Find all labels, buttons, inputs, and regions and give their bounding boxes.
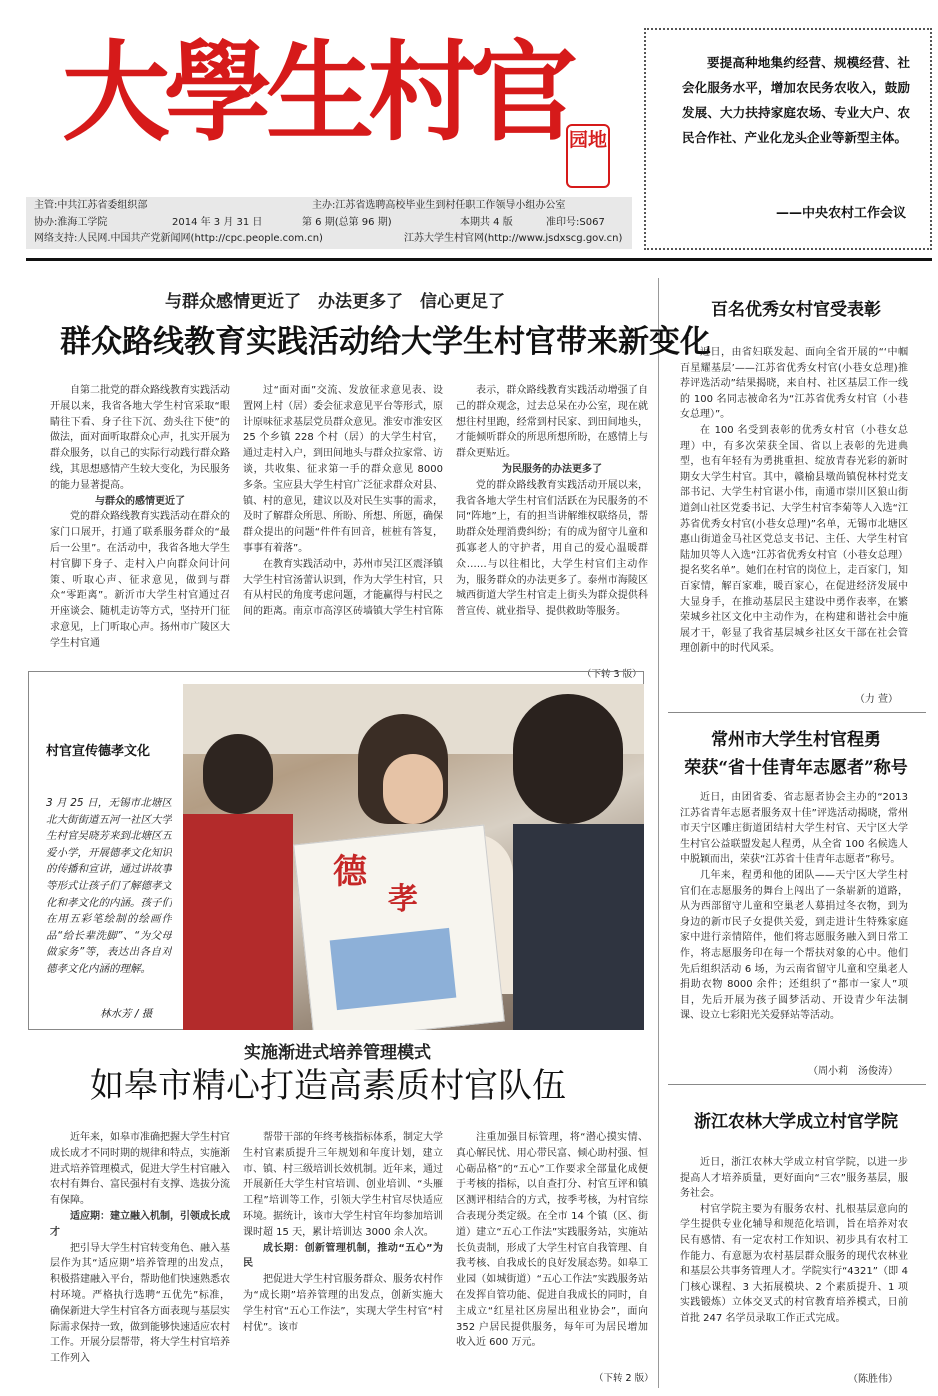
- second-column-1: [50, 1130, 230, 1378]
- lead-title: 群众路线教育实践活动给大学生村官带来新变化: [60, 324, 711, 360]
- sponsor-left: 主管:中共江苏省委组织部: [34, 200, 148, 211]
- poster-char: 孝: [388, 882, 418, 917]
- paragraph: 近日，由省妇联发起、面向全省开展的“‘中帼百星耀基层’——江苏省优秀女村官(小巷女总理)推荐评选活动”结果揭晓，来自村、社区基层工作一线的 100 名同志被命名为“江苏省优秀女村官（小巷女总理）”。: [680, 347, 908, 421]
- paragraph: 注重加强目标管理，将“潜心摸实情、真心解民忧、用心带民富、倾心助村强、恒心砺品格”的“五心”工作要求全部量化成便于考核的指标，以自查打分、村官互评和镇区测评相结合的方式，按季考核，为村官综合表现分类定级。在全市 14 个镇（区、街道）建立“五心工作法”实践服务站，实施站长负责制，形成了大学生村官自我管理、自我考核、自我成长的良好发展态势。如皋工业园（如城街道）“五心工作法”实践服务站在发挥自管功能、促进自我成长的同时，自主成立“红星社区房屋出租业协会”，面向 352 户居民提供服务，每年可为居民增加收入近 600 万元。: [456, 1132, 648, 1349]
- section-heading: 成长期：创新管理机制，推动“五心”为民: [243, 1242, 443, 1270]
- poster-char: 德: [333, 852, 367, 892]
- paragraph: 把引导大学生村官转变角色、融入基层作为其“适应期”培养管理的出发点，积极搭建融入平台，帮助他们快速熟悉农村环境。严格执行选聘“五优先”标准，确保新进大学生村官各方面表现与基层实际需求保持一致，做到能够快速适应农村工作。开展分层帮带，将大学生村官培养工作列入: [50, 1242, 230, 1365]
- paragraph: 表示，群众路线教育实践活动增强了自己的群众观念，过去总呆在办公室，现在就想往村里跑，经常到村民家、到田间地头，才能倾听群众的所思所想所盼，在感情上与群众更贴近。: [456, 385, 648, 460]
- paragraph: 自第二批党的群众路线教育实践活动开展以来，我省各地大学生村官采取“眼睛往下看、身子往下沉、劲头往下使”的做法，面对面听取群众心声，扎实开展为群众服务，以自己的实际行动践行群众路线，其思想感情产生较大变化，为民服务的能力显著提高。: [50, 385, 230, 491]
- poster-drawing: [330, 928, 457, 1010]
- assist-org: 协办:淮海工学院: [34, 217, 108, 228]
- right-article-1-credit: （力 萱）: [854, 694, 898, 705]
- web-support-left: 网络支持:人民网.中国共产党新闻网(http://cpc.people.com.cn): [34, 233, 323, 244]
- paragraph: 近年来，如皋市准确把握大学生村官成长成才不同时期的规律和特点，实施渐进式培养管理模式，促进大学生村官融入农村有舞台、富民强村有支撑、选拔分流有保障。: [50, 1132, 230, 1207]
- child-jacket: [183, 814, 293, 1030]
- child-figure: [203, 734, 273, 814]
- lead-subtitle: 与群众感情更近了 办法更多了 信心更足了: [165, 292, 505, 312]
- lead-column-3: [456, 383, 648, 665]
- section-heading: 与群众的感情更近了: [95, 495, 185, 507]
- paragraph: 党的群众路线教育实践活动开展以来，我省各地大学生村官们活跃在为民服务的不同“阵地”上，有的担当讲解维权联络员，帮助群众处理消费纠纷；有的成为留守儿童和孤寡老人的守护者，用自己的爱心温暖群众……与以往相比，大学生村官们主动作为，服务群众的办法更多了。泰州市海陵区城西街道大学生村官走上街头为群众提供科普宣传、就业指导、提供救助等服务。: [456, 479, 648, 618]
- right-article-2-title-line-1: 常州市大学生村官程勇: [711, 730, 881, 750]
- paragraph: 近日，由团省委、省志愿者协会主办的“2013 江苏省青年志愿者服务双十佳”评选活动揭晓，常州市天宁区雕庄街道团结村大学生村官、天宁区大学生村官公益联盟发起人程勇，从全省 100 名候选人中脱颖而出，荣获“江苏省十佳青年志愿者”称号。: [680, 792, 908, 866]
- paragraph: 在教育实践活动中，苏州市吴江区震泽镇大学生村官汤蕾认识到，作为大学生村官，只有从村民的角度考虑问题，才能赢得与村民之间的距离。南京市高淳区砖墙镇大学生村官陈: [243, 558, 443, 618]
- lead-column-2: [243, 383, 443, 665]
- divider: [668, 712, 926, 713]
- teacher-face: [383, 754, 443, 824]
- web-support-right: 江苏大学生村官网(http://www.jsdxscg.gov.cn): [404, 233, 623, 244]
- right-article-2-body: [680, 790, 908, 1058]
- second-subtitle: 实施渐进式培养管理模式: [244, 1043, 431, 1063]
- masthead-title: 大學生村官: [62, 30, 573, 156]
- right-article-3-credit: （陈胜伟）: [848, 1374, 898, 1385]
- section-heading: 适应期：建立融入机制，引领成长成才: [50, 1210, 230, 1238]
- right-article-2-title-line-2: 荣获“省十佳青年志愿者”称号: [684, 758, 908, 778]
- right-article-2-credit: （周小莉 汤俊涛）: [808, 1066, 898, 1077]
- paragraph: 把促进大学生村官服务群众、服务农村作为“成长期”培养管理的出发点，创新实施大学生村官“五心工作法”，实现大学生村官“村村优”。该市: [243, 1274, 443, 1333]
- paragraph: 几年来，程勇和他的团队——天宁区大学生村官们在志愿服务的舞台上闯出了一条崭新的道路，从为西部留守儿童和空巢老人募捐过冬衣物，到为身边的新市民子女提供关爱，到走进计生特殊家庭家中进行亲情陪伴，他们将志愿服务融入到日常工作，将志愿服务印在每一个帮扶对象的心中。他们先后组织活动 6 场，为云南省留守儿童和空巢老人捐助衣物 8000 余件；还组织了“都市一家人”项目，先后开展为孩子圆梦活动、开设青少年法制课、设立七彩阳光关爱驿站等活动。: [680, 869, 908, 1022]
- section-heading: 为民服务的办法更多了: [502, 463, 602, 475]
- paragraph: 村官学院主要为有服务农村、扎根基层意向的学生提供专业化辅导和规范化培训，旨在培养对农民有感情、有一定农村工作知识、初步具有农村工作能力、有意愿为农村基层群众服务的现代农林业和基层公共事务管理人才。学院实行“4321”（即 4 门核心课程、3 大拓展模块、2 个素质提升、1 项实践锻炼）立体交叉式的村官教育培养模式，日前首批 247 名学员录取工作正式完成。: [680, 1203, 908, 1324]
- paragraph: 帮带干部的年终考核指标体系，制定大学生村官素质提升三年规划和年度计划，建立市、镇、村三级培训长效机制。近年来，通过开展新任大学生村官培训、创业培训、“头雁工程”培训等工作，引领大学生村官尽快适应环境。据统计，该市大学生村官年均参加培训课时超 15 天，累计培训达 3000 余人次。: [243, 1132, 443, 1238]
- paragraph: 近日，浙江农林大学成立村官学院，以进一步提高人才培养质量，更好面向“三农”服务基层，服务社会。: [680, 1157, 908, 1200]
- paragraph: 过“面对面”交流、发放征求意见表、设置网上村（居）委会征求意见平台等形式，原计原味征求基层党员群众意见。淮安市淮安区 25 个乡镇 228 个村（居）的大学生村官，通过走村入户，到田间地头与群众拉家常、访谈，共收集、征求第一手的群众意见 8000 多条。宝应县大学生村官广泛征求群众对县、镇、村的意见，建议以及对民生实事的需求，及时了解群众所思、所盼、所想、所愿，确保群众提出的问题“件件有回音，桩桩有答复，事事有着落”。: [243, 385, 443, 554]
- second-column-3: [456, 1130, 648, 1366]
- second-title: 如皋市精心打造高素质村官队伍: [90, 1066, 566, 1106]
- issue-number: 第 6 期(总第 96 期): [302, 217, 392, 228]
- right-article-1-body: [680, 345, 908, 685]
- right-article-3-body: [680, 1155, 908, 1363]
- right-article-1-title: 百名优秀女村官受表彰: [711, 300, 881, 320]
- masthead-stamp: 园地: [566, 124, 610, 188]
- divider: [668, 1084, 926, 1085]
- child-jacket: [513, 824, 644, 1030]
- photo-feature-title: 村官宣传德孝文化: [46, 744, 151, 759]
- paragraph: 在 100 名受到表彰的优秀女村官（小巷女总理）中，有多次荣获全国、省以上表彰的先进典型，也有年轻有为勇挑重担、绽放青春光彩的新时期女大学生村官。其中，赣榆县墩尚镇倪林村党支部书记、大学生村官谌小伟，南通市崇川区狼山街道剑山社区党委书记、大学生村官李菊等人入选“江苏省优秀女村官(小巷女总理)”名单，无锡市北塘区惠山街道金马社区党总支书记、主任、大学生村官陆加贝等人入选“江苏省优秀女村官（小巷女总理）提名奖名单”。她们在村官的岗位上，走百家门，知百家情，解百家难，暖百家心，在促进经济发展中大显身手，在推动基层民主建设中勇作表率，在繁荣城乡社区文化中主动作为，在构建和谐社会中施展才干，彰显了我省基层城乡社区女干部在社会管理创新中的时代风采。: [680, 424, 908, 655]
- column-separator: [658, 278, 659, 1388]
- lead-column-1: [50, 383, 230, 665]
- quote-text: 要提高种地集约经营、规模经营、社会化服务水平，增加农民务农收入，鼓励发展、大力扶持家庭农场、专业大户、农民合作社、产业化龙头企业等新型主体。: [682, 55, 910, 145]
- publication-info-bar: [26, 197, 632, 249]
- quote-source: ——中央农村工作会议: [775, 206, 906, 221]
- continued-note: （下转 3 版）: [582, 669, 642, 680]
- news-photo: [183, 684, 644, 1030]
- page-count: 本期共 4 版: [460, 217, 513, 228]
- paragraph: 党的群众路线教育实践活动在群众的家门口展开，打通了联系服务群众的“最后一公里”。在活动中，我省各地大学生村官脚下身子、走村入户向群众问计问策、听取心声、征求意见，做到与群众“零距离”。新沂市大学生村官通过召开座谈会、随机走访等方式，坚持开门征求意见，上门听取心声。扬州市广陵区大学生村官通: [50, 511, 230, 649]
- second-column-2: [243, 1130, 443, 1378]
- issue-date: 2014 年 3 月 31 日: [172, 217, 263, 228]
- continued-note: （下转 2 版）: [594, 1373, 654, 1384]
- sponsor-right: 主办:江苏省选聘高校毕业生到村任职工作领导小组办公室: [312, 200, 566, 211]
- child-figure: [513, 694, 623, 824]
- photo-credit: 林水芳 / 摄: [100, 1008, 153, 1020]
- print-number: 准印号:S067: [546, 217, 605, 228]
- masthead-rule: [26, 258, 932, 261]
- photo-caption: 3 月 25 日，无锡市北塘区北大街街道五河一社区大学生村官吴晓芳来到北塘区五爱小学，开展德孝文化知识的传播和宣讲，通过讲故事等形式让孩子们了解德孝文化和孝文化的内涵。孩子们在用五彩笔绘制的绘画作品“给长辈洗脚”、“为父母做家务”等，表达出各自对德孝文化内涵的理解。: [46, 797, 172, 975]
- quote-box: [644, 28, 932, 250]
- right-article-3-title: 浙江农林大学成立村官学院: [694, 1112, 898, 1132]
